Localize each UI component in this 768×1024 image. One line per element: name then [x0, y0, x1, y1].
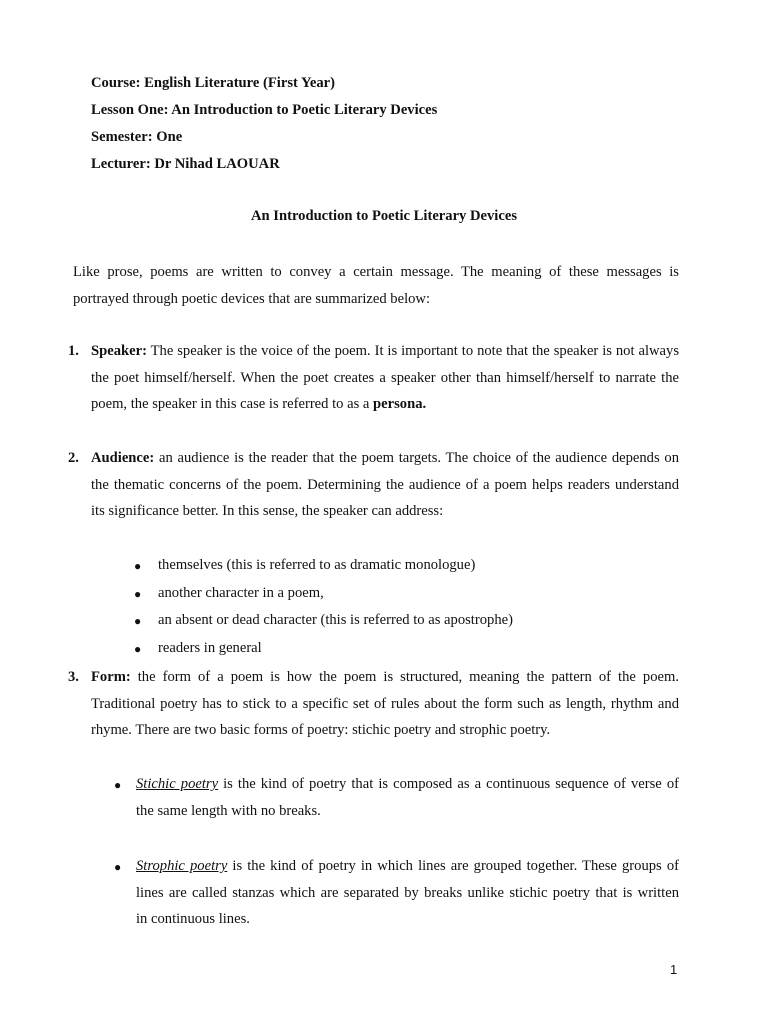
- item-number-2: 2.: [68, 450, 79, 466]
- speaker-paragraph: [91, 338, 679, 418]
- audience-line-2: the thematic concerns of the poem. Determining the audience of a poem helps readers understand: [91, 476, 679, 493]
- bullet-icon: ●: [134, 559, 142, 573]
- form-line-1: Form: the form of a poem is how the poem is structured, meaning the pattern of the poem.: [91, 669, 679, 685]
- strophic-line-3: in continuous lines.: [136, 911, 250, 927]
- speaker-line-2: the poet himself/herself. When the poet creates a speaker other than himself/herself to narrate the: [91, 369, 679, 386]
- bullet-icon: ●: [114, 860, 122, 874]
- form-line-3: rhyme. There are two basic forms of poetry: stichic poetry and strophic poetry.: [91, 722, 551, 738]
- intro-line-2: portrayed through poetic devices that are summarized below:: [73, 290, 431, 307]
- lecturer-line: Lecturer: Dr Nihad LAOUAR: [91, 156, 280, 172]
- audience-line-3: its significance better. In this sense, the speaker can address:: [91, 503, 444, 519]
- document-title: An Introduction to Poetic Literary Devices: [250, 208, 517, 224]
- bullet-icon: ●: [114, 778, 122, 792]
- item-number-1: 1.: [68, 343, 79, 359]
- form-line-2: Traditional poetry has to stick to a specific set of rules about the form such as length, rhythm and: [91, 695, 679, 712]
- audience-bullet-1: themselves (this is referred to as dramatic monologue): [158, 557, 476, 573]
- audience-bullet-2: another character in a poem,: [158, 585, 324, 601]
- course-line: Course: English Literature (First Year): [91, 75, 335, 91]
- bullet-icon: ●: [134, 642, 142, 656]
- strophic-term: Strophic poetry: [136, 858, 228, 874]
- strophic-line-2: lines are called stanzas which are separated by breaks unlike stichic poetry that is written: [136, 884, 679, 901]
- audience-line-1: Audience: an audience is the reader that the poem targets. The choice of the audience depends on: [91, 450, 679, 466]
- strophic-line-1: Strophic poetry is the kind of poetry in which lines are grouped together. These groups of: [136, 858, 679, 874]
- bullet-icon: ●: [134, 614, 142, 628]
- lesson-line: Lesson One: An Introduction to Poetic Literary Devices: [91, 102, 438, 118]
- speaker-term: Speaker:: [91, 343, 147, 359]
- form-paragraph: [91, 664, 679, 744]
- item-number-3: 3.: [68, 669, 79, 685]
- stichic-line-2: the same length with no breaks.: [136, 802, 321, 819]
- speaker-line-3: poem, the speaker in this case is referred to as a persona.: [91, 396, 427, 412]
- bullet-icon: ●: [134, 587, 142, 601]
- audience-term: Audience:: [91, 450, 155, 466]
- intro-line-1: Like prose, poems are written to convey a certain message. The meaning of these messages is: [73, 264, 679, 280]
- strophic-paragraph: [136, 853, 679, 933]
- form-term: Form:: [91, 669, 131, 685]
- audience-paragraph: [91, 445, 679, 525]
- speaker-line-1: Speaker: The speaker is the voice of the poem. It is important to note that the speaker is not always: [91, 343, 679, 359]
- persona-term: persona.: [373, 396, 427, 412]
- audience-bullet-4: readers in general: [158, 640, 262, 656]
- page-number: 1: [670, 962, 678, 977]
- stichic-term: Stichic poetry: [136, 776, 219, 792]
- stichic-line-1: Stichic poetry is the kind of poetry that is composed as a continuous sequence of verse of: [136, 776, 679, 792]
- semester-line: Semester: One: [91, 129, 183, 145]
- intro-paragraph: [73, 259, 679, 312]
- stichic-paragraph: [136, 771, 679, 824]
- audience-bullet-3: an absent or dead character (this is referred to as apostrophe): [158, 612, 513, 628]
